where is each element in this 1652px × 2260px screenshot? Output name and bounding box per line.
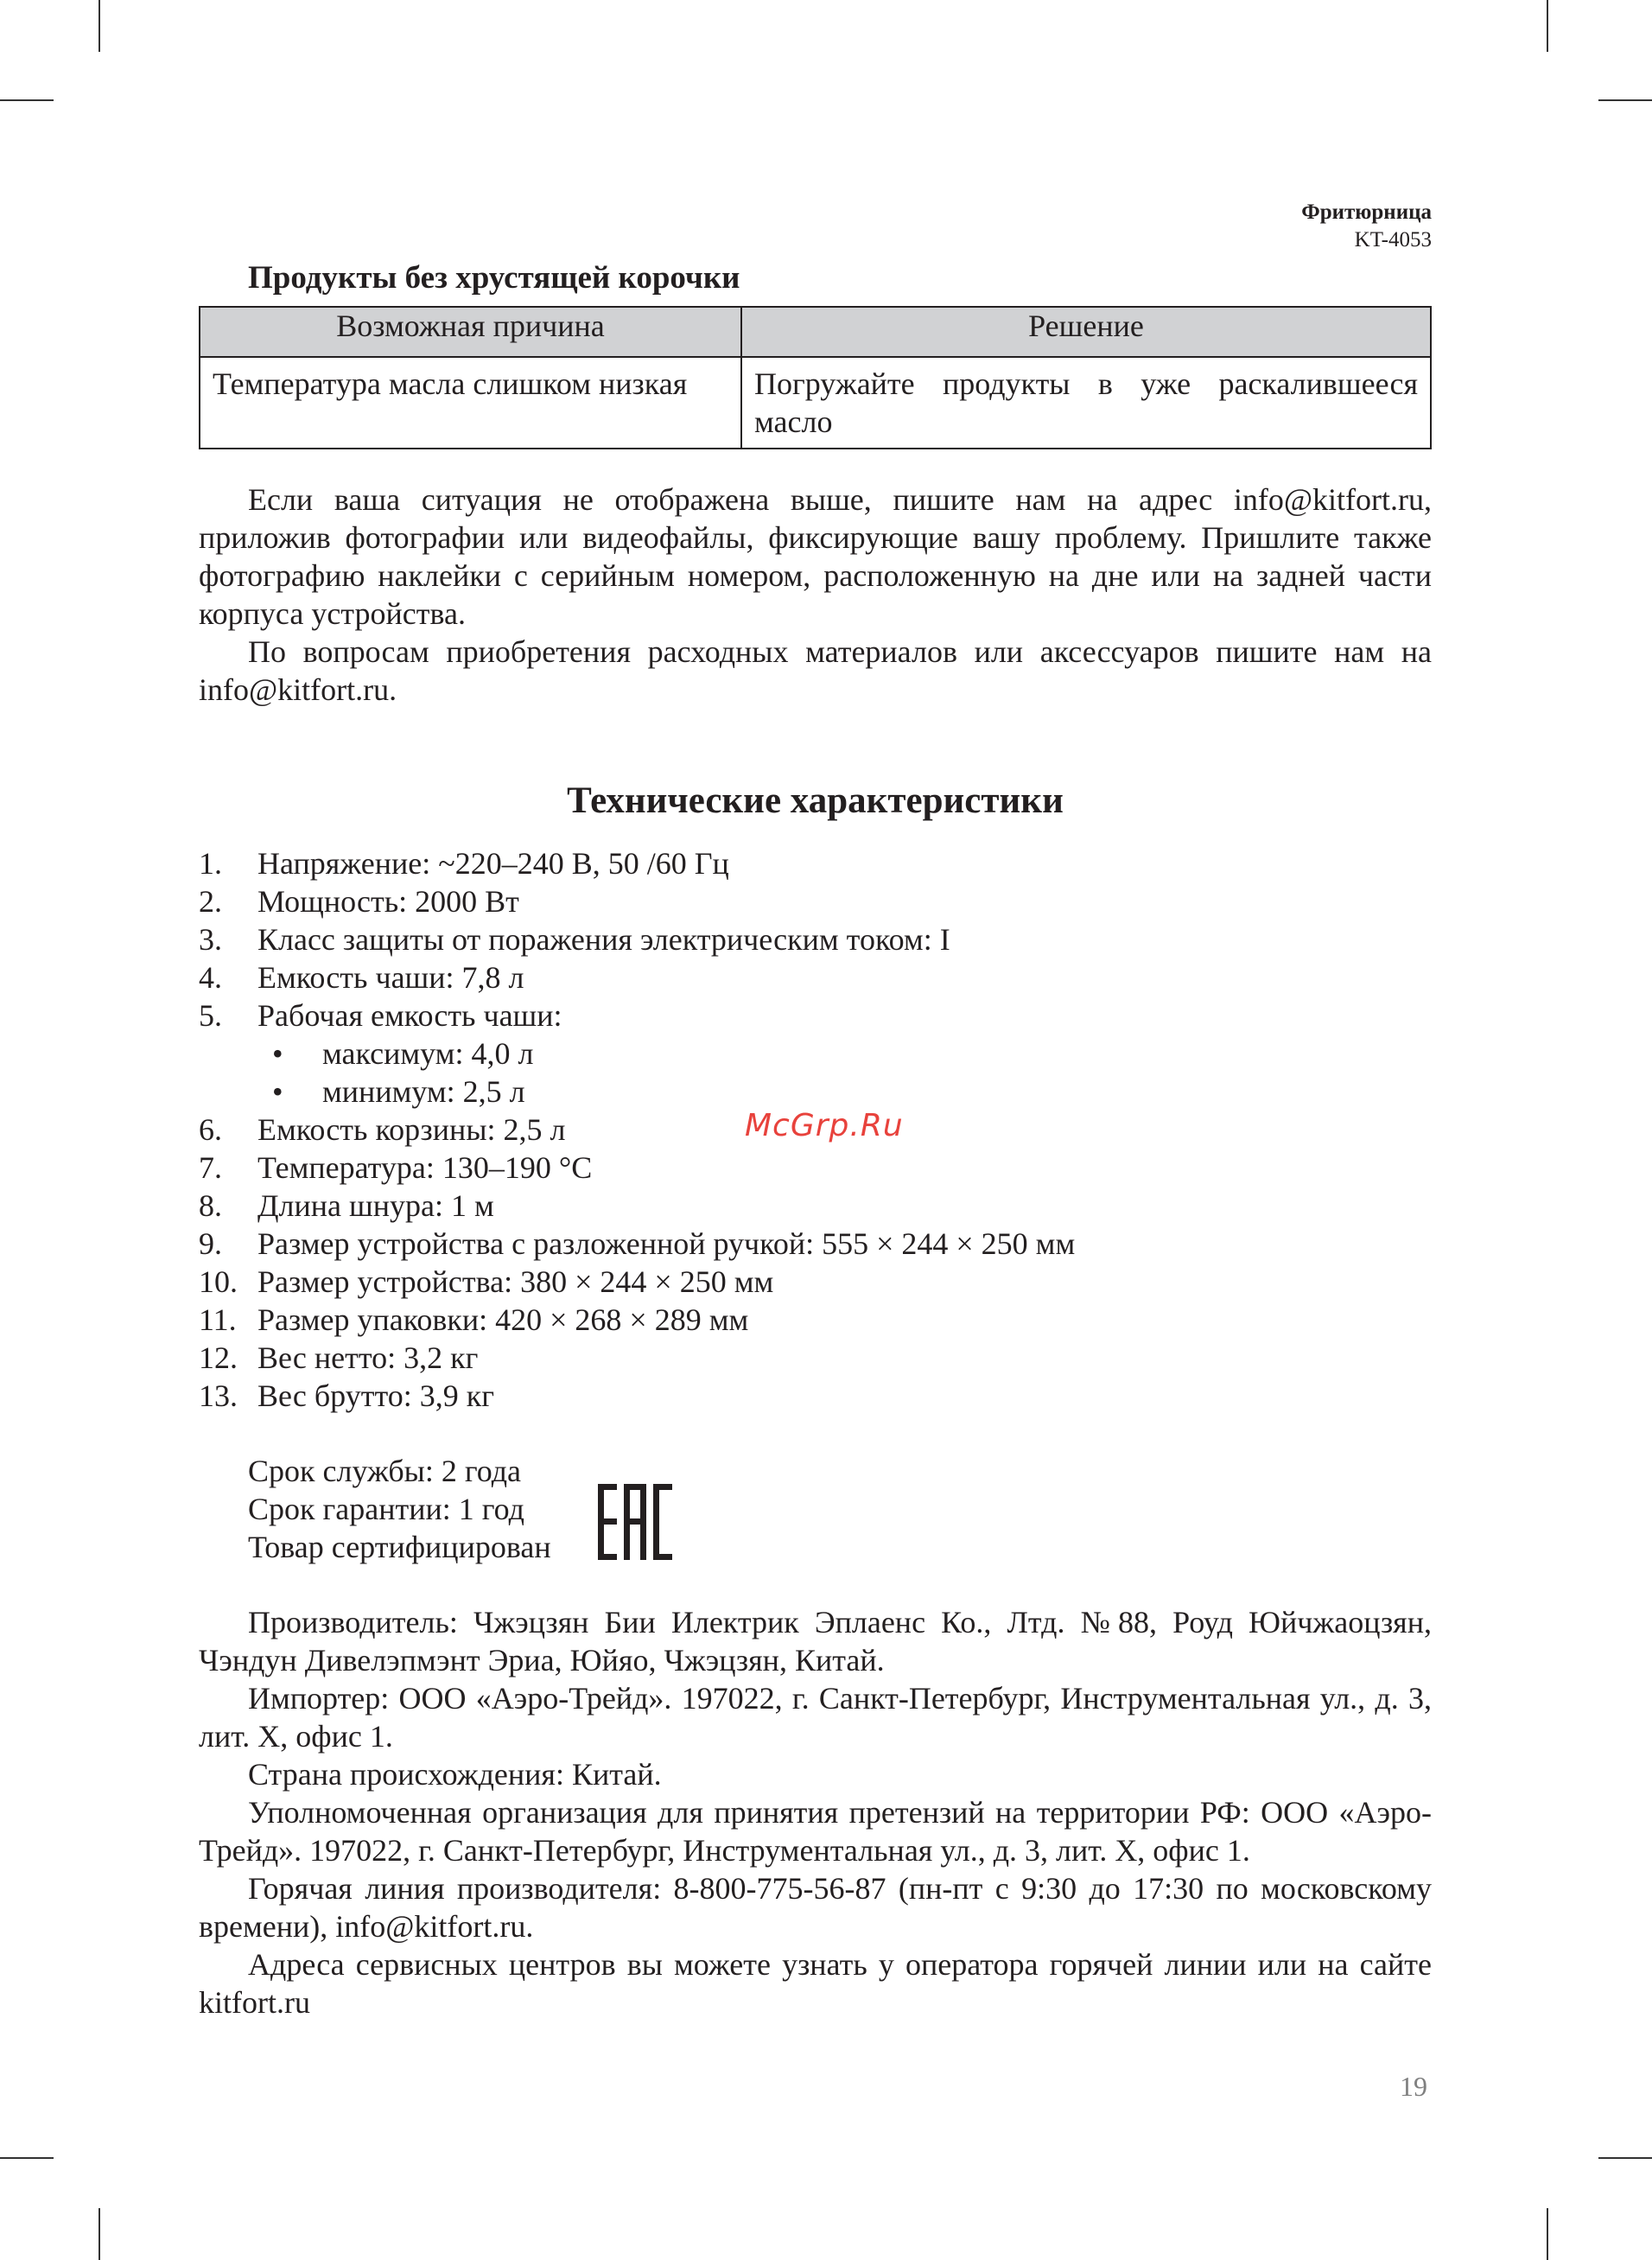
crop-mark-right-bottom bbox=[1598, 2157, 1652, 2159]
crop-mark-top-left bbox=[98, 0, 100, 52]
list-item: 6. Емкость корзины: 2,5 л bbox=[199, 1112, 566, 1147]
service-block bbox=[248, 1452, 551, 1566]
table-row bbox=[200, 357, 1431, 449]
sub-list-item: • минимум: 2,5 л bbox=[272, 1074, 525, 1109]
accessories-paragraph: По вопросам приобретения расходных материалов или аксессуаров пишите нам на info@kitfort.ru. bbox=[199, 634, 1432, 707]
page-number: 19 bbox=[1400, 2071, 1427, 2102]
crop-mark-right-top bbox=[1598, 99, 1652, 101]
list-item: 12. Вес нетто: 3,2 кг bbox=[199, 1340, 479, 1375]
sub-list-item: • максимум: 4,0 л bbox=[272, 1036, 534, 1071]
manufacturer-paragraph: Производитель: Чжэцзян Бии Илектрик Эплаенс Ко., Лтд. №88, Роуд Юйчжаоцзян, Чэндун Дивелэпмэнт Эриа, Юйяо, Чжэцзян, Китай. bbox=[199, 1605, 1432, 1677]
watermark-text: McGrp.Ru bbox=[745, 1108, 904, 1143]
page-header bbox=[1301, 199, 1432, 254]
contact-text bbox=[199, 481, 1432, 709]
certification-note: Товар сертифицирован bbox=[248, 1530, 551, 1564]
eac-mark-icon bbox=[598, 1484, 672, 1560]
cause-cell: Температура масла слишком низкая bbox=[200, 357, 741, 449]
list-item: 7. Температура: 130–190 °C bbox=[199, 1150, 593, 1185]
specs-list bbox=[199, 844, 1075, 1415]
solution-cell: Погружайте продукты в уже раскалившееся масло bbox=[741, 357, 1431, 449]
table-header-row bbox=[200, 307, 1431, 357]
list-item: 2. Мощность: 2000 Вт bbox=[199, 884, 519, 919]
specs-title: Технические характеристики bbox=[567, 780, 1064, 821]
list-item: 1. Напряжение: ~220–240 В, 50 /60 Гц bbox=[199, 846, 729, 881]
origin-paragraph: Страна происхождения: Китай. bbox=[248, 1757, 662, 1792]
list-item: 8. Длина шнура: 1 м bbox=[199, 1188, 494, 1223]
crop-mark-left-bottom bbox=[0, 2157, 54, 2159]
crop-mark-bottom-right bbox=[1547, 2208, 1548, 2260]
header-product: Фритюрница bbox=[1301, 201, 1432, 224]
list-item: 11. Размер упаковки: 420 × 268 × 289 мм bbox=[199, 1302, 749, 1337]
warranty-period: Срок гарантии: 1 год bbox=[248, 1492, 524, 1526]
crop-mark-left-top bbox=[0, 99, 54, 101]
bullet-icon: • bbox=[272, 1074, 283, 1109]
hotline-paragraph: Горячая линия производителя: 8-800-775-56-87 (пн-пт с 9:30 до 17:30 по московскому времени), info@kitfort.ru. bbox=[199, 1871, 1432, 1944]
list-item: 5. Рабочая емкость чаши: bbox=[199, 998, 562, 1033]
column-header-cause: Возможная причина bbox=[200, 307, 741, 357]
contact-paragraph: Если ваша ситуация не отображена выше, пишите нам на адрес info@kitfort.ru, приложив фотографии или видеофайлы, фиксирующие вашу проблему. Пришлите также фотографию наклейки с серийным номером, расположенную на дне или на задней части корпуса устройства. bbox=[199, 482, 1432, 631]
list-item: 3. Класс защиты от поражения электрическим током: I bbox=[199, 922, 950, 957]
column-header-solution: Решение bbox=[741, 307, 1431, 357]
troubleshooting-title: Продукты без хрустящей корочки bbox=[248, 260, 740, 296]
importer-paragraph: Импортер: ООО «Аэро-Трейд». 197022, г. Санкт-Петербург, Инструментальная ул., д. 3, лит. Х, офис 1. bbox=[199, 1681, 1432, 1754]
authorized-org-paragraph: Уполномоченная организация для принятия претензий на территории РФ: ООО «Аэро-Трейд». 197022, г. Санкт-Петербург, Инструментальная ул., д. 3, лит. Х, офис 1. bbox=[199, 1795, 1432, 1868]
crop-mark-top-right bbox=[1547, 0, 1548, 52]
crop-mark-bottom-left bbox=[98, 2208, 100, 2260]
list-item: 13. Вес брутто: 3,9 кг bbox=[199, 1378, 494, 1413]
bullet-icon: • bbox=[272, 1036, 283, 1071]
header-model: KT-4053 bbox=[1354, 228, 1432, 251]
troubleshooting-table bbox=[199, 306, 1432, 449]
list-item: 9. Размер устройства с разложенной ручкой: 555 × 244 × 250 мм bbox=[199, 1226, 1076, 1261]
service-life: Срок службы: 2 года bbox=[248, 1454, 522, 1488]
list-item: 4. Емкость чаши: 7,8 л bbox=[199, 960, 524, 995]
manufacturer-info bbox=[199, 1603, 1432, 2021]
list-item: 10. Размер устройства: 380 × 244 × 250 мм bbox=[199, 1264, 774, 1299]
service-centers-paragraph: Адреса сервисных центров вы можете узнать у оператора горячей линии или на сайте kitfort.ru bbox=[199, 1947, 1432, 2020]
